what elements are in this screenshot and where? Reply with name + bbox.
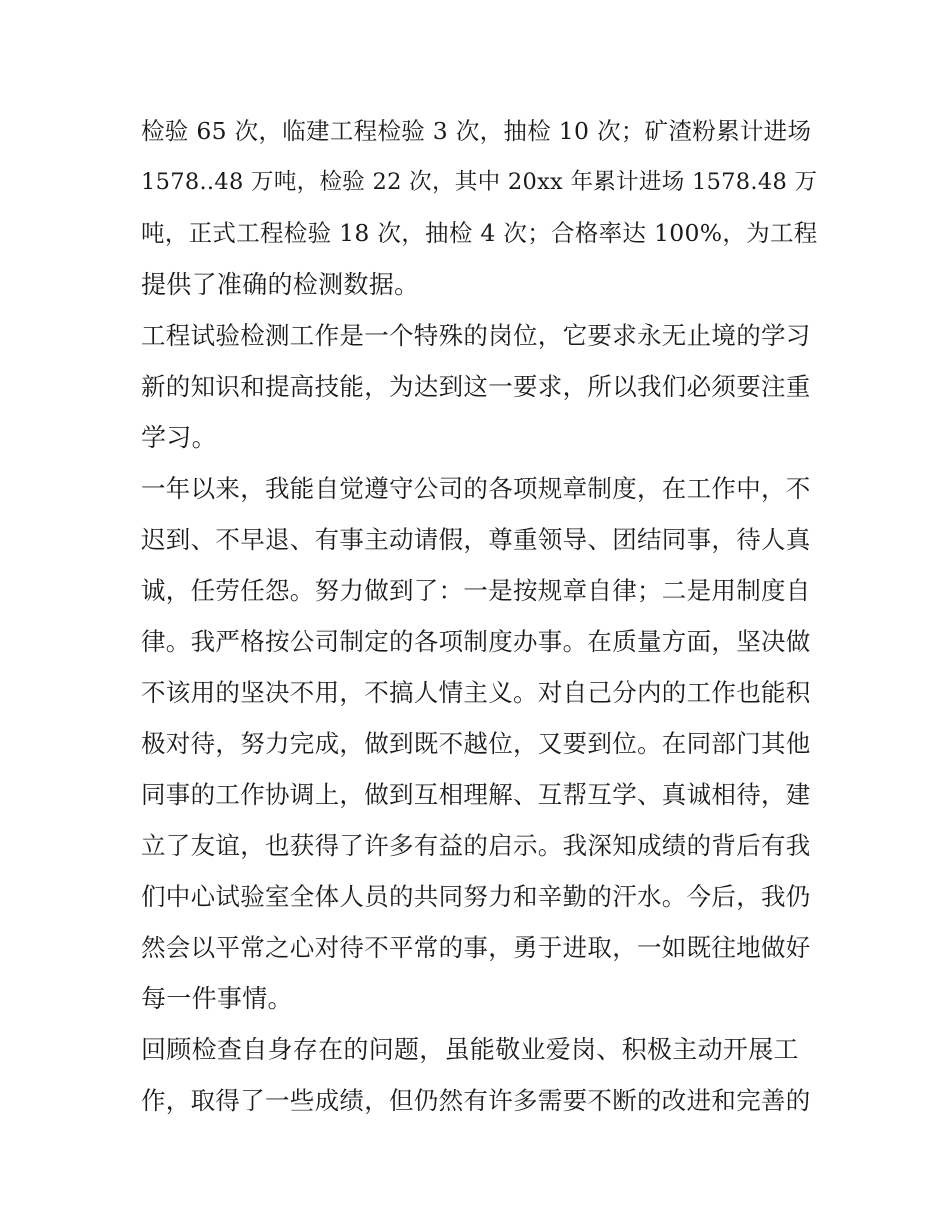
text-line-2: 1578..48 万吨，检验 22 次，其中 20xx 年累计进场 1578.48 万 [141,169,818,195]
text-line-4: 提供了准确的检测数据。 [141,270,420,299]
text-line-14: 同事的工作协调上，做到互相理解、互帮互学、真诚相待，建 [141,780,811,809]
text-line-17: 然会以平常之心对待不平常的事，勇于进取，一如既往地做好 [141,933,811,962]
text-line-11: 律。我严格按公司制定的各项制度办事。在质量方面，坚决做 [141,627,811,656]
text-line-6: 新的知识和提高技能，为达到这一要求，所以我们必须要注重 [141,372,811,401]
text-line-20: 作，取得了一些成绩，但仍然有许多需要不断的改进和完善的 [141,1086,811,1115]
text-line-12: 不该用的坚决不用，不搞人情主义。对自己分内的工作也能积 [141,678,811,707]
document-body [141,106,821,1126]
text-line-10: 诚，任劳任怨。努力做到了：一是按规章自律；二是用制度自 [141,576,811,605]
text-line-8: 一年以来，我能自觉遵守公司的各项规章制度，在工作中，不 [141,474,811,503]
text-line-3: 吨，正式工程检验 18 次，抽检 4 次；合格率达 100%，为工程 [141,219,818,247]
text-line-13: 极对待，努力完成，做到既不越位，又要到位。在同部门其他 [141,729,811,758]
text-line-18: 每一件事情。 [141,984,293,1013]
text-line-15: 立了友谊，也获得了许多有益的启示。我深知成绩的背后有我 [141,831,811,860]
text-line-19: 回顾检查自身存在的问题，虽能敬业爱岗、积极主动开展工 [141,1035,799,1064]
text-line-7: 学习。 [141,423,217,452]
text-line-1: 检验 65 次，临建工程检验 3 次，抽检 10 次；矿渣粉累计进场 [141,117,812,145]
text-line-5: 工程试验检测工作是一个特殊的岗位，它要求永无止境的学习 [141,321,811,350]
text-line-9: 迟到、不早退、有事主动请假，尊重领导、团结同事，待人真 [141,525,811,554]
text-line-16: 们中心试验室全体人员的共同努力和辛勤的汗水。今后，我仍 [141,882,811,911]
